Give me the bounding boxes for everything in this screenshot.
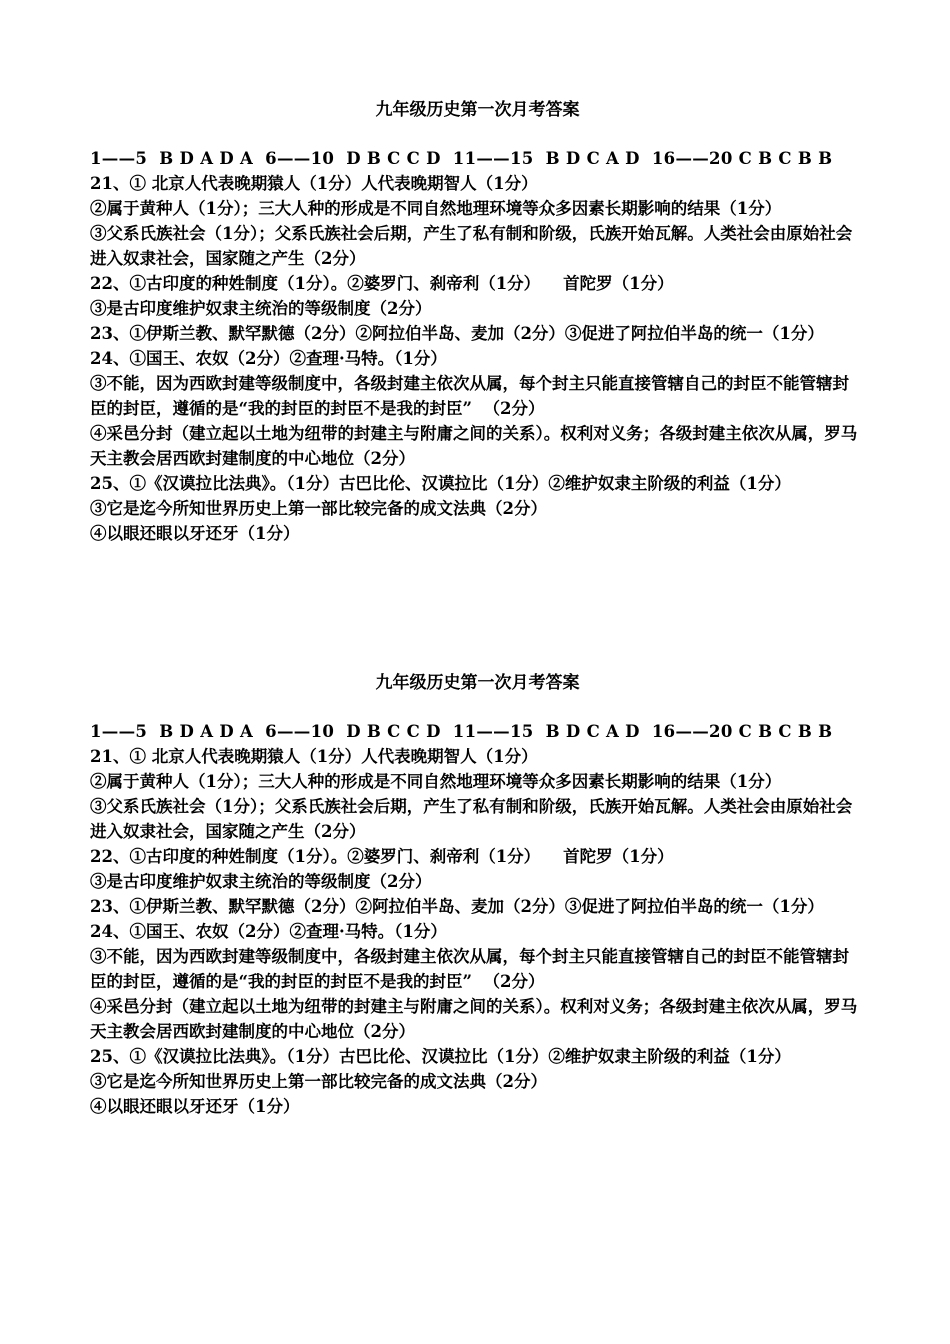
answer-line: ③不能，因为西欧封建等级制度中，各级封建主依次从属，每个封主只能直接管辖自己的封臣不能管辖封臣的封臣，遵循的是“我的封臣的封臣不是我的封臣” （2分） [90, 947, 849, 991]
answer-line: 21、① 北京人代表晚期猿人（1分）人代表晚期智人（1分） [90, 174, 538, 193]
answer-line: ②属于黄种人（1分）；三大人种的形成是不同自然地理环境等众多因素长期影响的结果（1分） [90, 772, 782, 791]
answer-line: ③是古印度维护奴隶主统治的等级制度（2分） [90, 299, 432, 318]
answer-line: 21、① 北京人代表晚期猿人（1分）人代表晚期智人（1分） [90, 747, 538, 766]
multiple-choice-answers: 1——5 B D A D A 6——10 D B C C D 11——15 B D C A D 16——20 C B C B B [90, 722, 833, 741]
answer-sheet-copy-1 [90, 98, 865, 546]
answer-line: ③父系氏族社会（1分）；父系氏族社会后期，产生了私有制和阶级，氏族开始瓦解。人类社会由原始社会进入奴隶社会，国家随之产生（2分） [90, 797, 853, 841]
answer-line: ④采邑分封（建立起以土地为纽带的封建主与附庸之间的关系）。权利对义务；各级封建主依次从属，罗马天主教会居西欧封建制度的中心地位（2分） [90, 424, 858, 468]
answer-line: ③父系氏族社会（1分）；父系氏族社会后期，产生了私有制和阶级，氏族开始瓦解。人类社会由原始社会进入奴隶社会，国家随之产生（2分） [90, 224, 853, 268]
answer-sheet-copy-2 [90, 671, 865, 1119]
answer-line: 24、①国王、农奴（2分）②查理·马特。（1分） [90, 349, 447, 368]
answer-line: ③不能，因为西欧封建等级制度中，各级封建主依次从属，每个封主只能直接管辖自己的封臣不能管辖封臣的封臣，遵循的是“我的封臣的封臣不是我的封臣” （2分） [90, 374, 849, 418]
answer-line: 22、①古印度的种姓制度（1分）。②婆罗门、刹帝利（1分） 首陀罗（1分） [90, 274, 674, 293]
multiple-choice-answers: 1——5 B D A D A 6——10 D B C C D 11——15 B D C A D 16——20 C B C B B [90, 149, 833, 168]
answer-line: 25、①《汉谟拉比法典》。（1分）古巴比伦、汉谟拉比（1分）②维护奴隶主阶级的利益（1分） [90, 1047, 791, 1066]
answer-line: 22、①古印度的种姓制度（1分）。②婆罗门、刹帝利（1分） 首陀罗（1分） [90, 847, 674, 866]
document-title: 九年级历史第一次月考答案 [375, 673, 580, 693]
answer-line: ③它是迄今所知世界历史上第一部比较完备的成文法典（2分） [90, 499, 547, 518]
answer-line: ④以眼还眼以牙还牙（1分） [90, 524, 300, 543]
answer-line: ②属于黄种人（1分）；三大人种的形成是不同自然地理环境等众多因素长期影响的结果（1分） [90, 199, 782, 218]
answer-line: ③它是迄今所知世界历史上第一部比较完备的成文法典（2分） [90, 1072, 547, 1091]
answer-line: ④采邑分封（建立起以土地为纽带的封建主与附庸之间的关系）。权利对义务；各级封建主依次从属，罗马天主教会居西欧封建制度的中心地位（2分） [90, 997, 858, 1041]
answer-line: 23、①伊斯兰教、默罕默德（2分）②阿拉伯半岛、麦加（2分）③促进了阿拉伯半岛的统一（1分） [90, 897, 824, 916]
answer-line: 25、①《汉谟拉比法典》。（1分）古巴比伦、汉谟拉比（1分）②维护奴隶主阶级的利益（1分） [90, 474, 791, 493]
answer-line: ④以眼还眼以牙还牙（1分） [90, 1097, 300, 1116]
answer-line: 24、①国王、农奴（2分）②查理·马特。（1分） [90, 922, 447, 941]
answer-line: ③是古印度维护奴隶主统治的等级制度（2分） [90, 872, 432, 891]
document-title: 九年级历史第一次月考答案 [375, 100, 580, 120]
answer-line: 23、①伊斯兰教、默罕默德（2分）②阿拉伯半岛、麦加（2分）③促进了阿拉伯半岛的统一（1分） [90, 324, 824, 343]
